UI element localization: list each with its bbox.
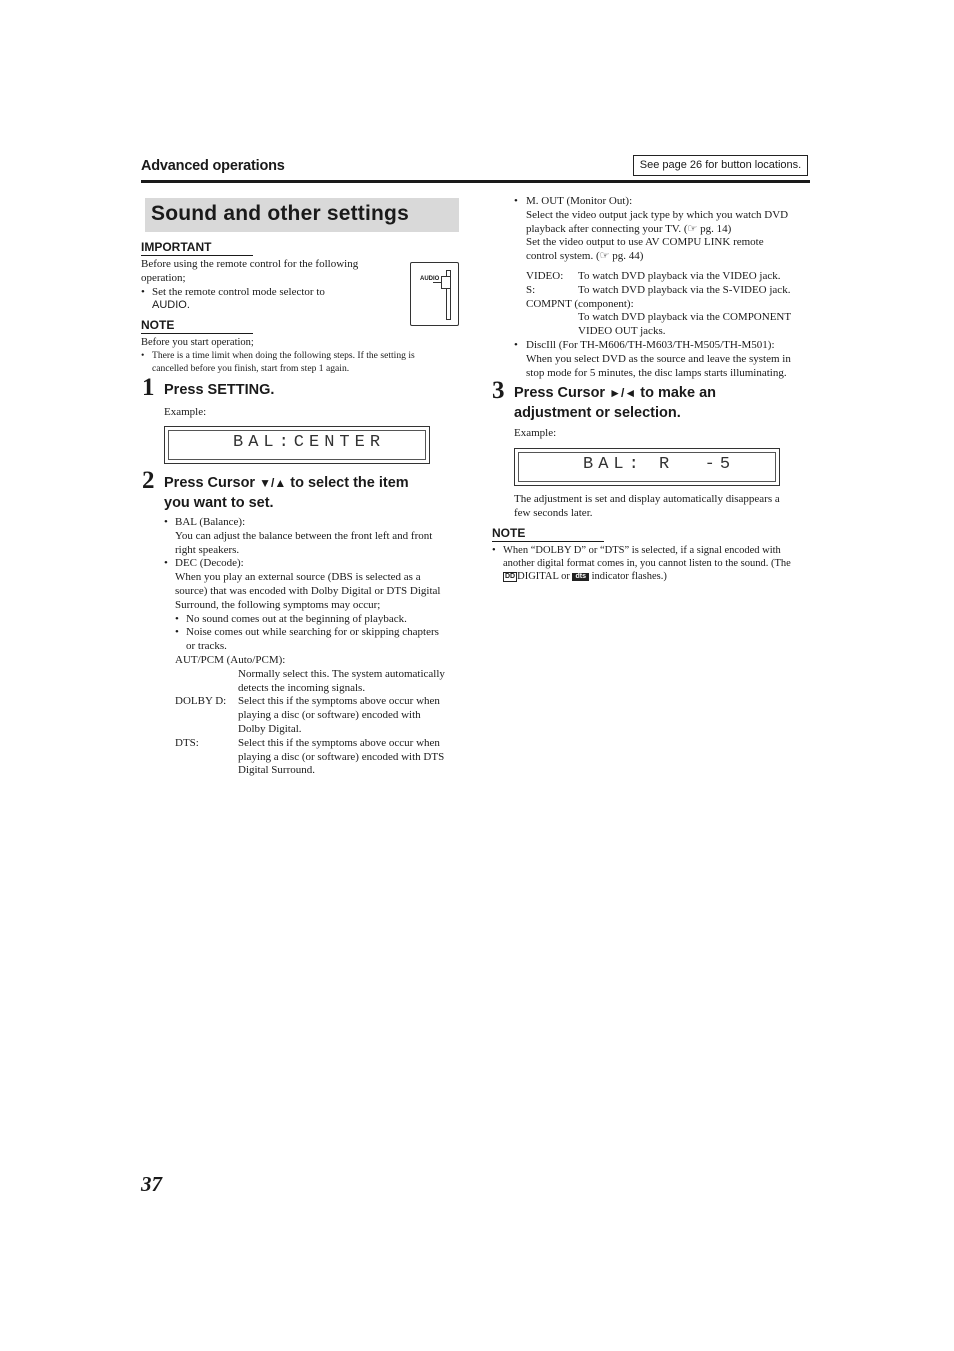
s-key: S: <box>526 283 536 296</box>
mode-selector-illustration <box>410 262 459 326</box>
dec-line: source) that was encoded with Dolby Digital or DTS Digital <box>175 584 441 597</box>
compnt-desc <box>526 311 814 339</box>
mout-line: Select the video output jack type by which you watch DVD <box>526 208 789 221</box>
important-rule <box>141 255 253 256</box>
note-line-part: DIGITAL or <box>517 571 570 583</box>
step-1-number: 1 <box>142 374 155 401</box>
compnt-line: To watch DVD playback via the COMPONENT <box>578 311 792 324</box>
mout-head: M. OUT (Monitor Out): <box>526 195 633 207</box>
bullet-dot: • <box>141 350 145 362</box>
button-locations-note: See page 26 for button locations. <box>633 155 808 176</box>
compnt-head: COMPNT (component): <box>526 297 634 310</box>
aut-line: Normally select this. The system automatically <box>238 667 445 680</box>
step-1-text: Press SETTING. <box>164 382 275 398</box>
section-label: Advanced operations <box>141 158 285 174</box>
bullet-dot: • <box>514 338 518 351</box>
mout-line: playback after connecting your TV. (☞ pg. 14) <box>526 222 732 235</box>
dolby-line: playing a disc (or software) encoded with <box>238 709 421 722</box>
header-rule <box>141 180 810 183</box>
dolby-option <box>175 695 464 736</box>
video-val: To watch DVD playback via the VIDEO jack. <box>578 269 781 282</box>
selector-label: AUDIO <box>420 276 440 282</box>
dolby-line: Dolby Digital. <box>238 722 302 735</box>
discill-line: When you select DVD as the source and leave the system in <box>526 352 791 365</box>
page-title: Sound and other settings <box>151 202 409 225</box>
dec-item <box>164 557 464 778</box>
step-2-number: 2 <box>142 467 155 494</box>
dts-line: playing a disc (or software) encoded with DTS <box>238 750 445 763</box>
dec-subitem <box>175 626 464 654</box>
bal-head: BAL (Balance): <box>175 516 246 528</box>
bullet-dot: • <box>164 516 168 528</box>
dec-head: DEC (Decode): <box>175 557 244 570</box>
step-3-display <box>514 448 780 486</box>
page-number: 37 <box>141 1172 162 1196</box>
step-2-text-part: to select the item <box>290 475 409 491</box>
note-rule <box>492 541 604 542</box>
discill-head: DiscIll (For TH-M606/TH-M603/TH-M505/TH-M501): <box>526 338 775 351</box>
dec-line: Surround, the following symptoms may occur; <box>175 598 381 611</box>
bullet-dot: • <box>141 285 145 298</box>
selector-knob <box>441 276 451 289</box>
cursor-right-left-icon: ►/◄ <box>609 386 637 400</box>
right-column-items <box>514 195 814 380</box>
discill-line: stop mode for 5 minutes, the disc lamps starts illuminating. <box>526 366 787 379</box>
aut-line: detects the incoming signals. <box>238 681 366 694</box>
note-bullet <box>141 349 461 375</box>
dolby-key: DOLBY D: <box>175 695 227 708</box>
dts-option <box>175 737 464 778</box>
step-3-text-line: adjustment or selection. <box>514 404 681 421</box>
mout-item <box>514 195 814 339</box>
step-3-text <box>514 384 810 423</box>
dolby-digital-logo-icon: DD <box>505 573 516 581</box>
compnt-line: VIDEO OUT jacks. <box>578 325 666 338</box>
after-line: few seconds later. <box>514 506 593 519</box>
bullet-dot: • <box>175 612 179 625</box>
title-box <box>145 198 459 232</box>
mout-video <box>526 270 814 284</box>
bullet-dot: • <box>175 626 179 639</box>
display-text: BAL:CENTER <box>233 433 386 452</box>
step-2-text-part: Press Cursor <box>164 475 256 491</box>
note-bullet-line: There is a time limit when doing the following steps. If the setting is <box>152 350 415 362</box>
important-body <box>141 258 403 313</box>
step-3-text-part: to make an <box>640 385 716 401</box>
note-line: Before you start operation; <box>141 337 254 348</box>
cursor-down-up-icon: ▼/▲ <box>259 476 287 490</box>
step-3-text-part: Press Cursor <box>514 385 606 401</box>
bal-line: You can adjust the balance between the front left and front <box>175 529 433 542</box>
aut-head: AUT/PCM (Auto/PCM): <box>175 653 286 666</box>
video-key: VIDEO: <box>526 269 564 282</box>
dec-subitem <box>175 613 464 627</box>
note-heading: NOTE <box>492 526 526 540</box>
bullet-dot: • <box>164 557 168 570</box>
selector-pointer <box>433 282 442 283</box>
step-3-number: 3 <box>492 377 505 404</box>
step-1-display <box>164 426 430 464</box>
important-bullet-text: Set the remote control mode selector to <box>152 285 325 298</box>
step-3-after-text <box>514 493 814 521</box>
important-line: operation; <box>141 271 186 284</box>
dts-key: DTS: <box>175 736 199 749</box>
note-bullet <box>492 544 814 584</box>
step-2-details <box>164 516 464 778</box>
after-line: The adjustment is set and display automatically disappears a <box>514 493 780 505</box>
dec-subitem-line: or tracks. <box>186 640 227 653</box>
bal-line: right speakers. <box>175 543 240 556</box>
step-1-example-label: Example: <box>164 406 207 418</box>
note-bullet-line: cancelled before you finish, start from step 1 again. <box>152 363 350 375</box>
step-3-example-label: Example: <box>514 427 557 439</box>
bal-item <box>164 516 464 557</box>
dec-subitem-line: No sound comes out at the beginning of playback. <box>186 612 407 625</box>
display-text: BAL: R -5 <box>583 455 736 474</box>
note-2-body <box>492 544 814 584</box>
dts-logo-icon: dts <box>572 573 589 581</box>
mout-s <box>526 284 814 298</box>
important-line: Before using the remote control for the following <box>141 258 359 270</box>
step-2-text <box>164 474 460 513</box>
step-2-text-line: you want to set. <box>164 494 274 511</box>
note-rule <box>141 333 253 334</box>
bullet-dot: • <box>492 545 496 556</box>
aut-desc <box>175 668 464 696</box>
dolby-line: Select this if the symptoms above occur when <box>238 695 440 708</box>
mout-line: control system. (☞ pg. 44) <box>526 250 644 263</box>
note-line: When “DOLBY D” or “DTS” is selected, if a signal encoded with <box>503 545 781 556</box>
dts-line: Select this if the symptoms above occur when <box>238 736 440 749</box>
note-line: another digital format comes in, you cannot listen to the sound. (The <box>503 558 791 570</box>
dts-line: Digital Surround. <box>238 764 315 777</box>
note-heading: NOTE <box>141 318 175 332</box>
note-body <box>141 336 461 376</box>
important-bullet-value: AUDIO. <box>152 299 190 312</box>
s-val: To watch DVD playback via the S-VIDEO jack. <box>578 283 791 296</box>
important-bullet <box>141 286 403 300</box>
discill-item <box>514 339 814 380</box>
dec-subitem-line: Noise comes out while searching for or skipping chapters <box>186 626 439 639</box>
note-line <box>503 570 814 583</box>
note-line-part: indicator flashes.) <box>591 571 667 583</box>
dec-line: When you play an external source (DBS is selected as a <box>175 571 421 584</box>
important-heading: IMPORTANT <box>141 240 212 254</box>
bullet-dot: • <box>514 195 518 207</box>
mout-line: Set the video output to use AV COMPU LINK remote <box>526 236 764 249</box>
